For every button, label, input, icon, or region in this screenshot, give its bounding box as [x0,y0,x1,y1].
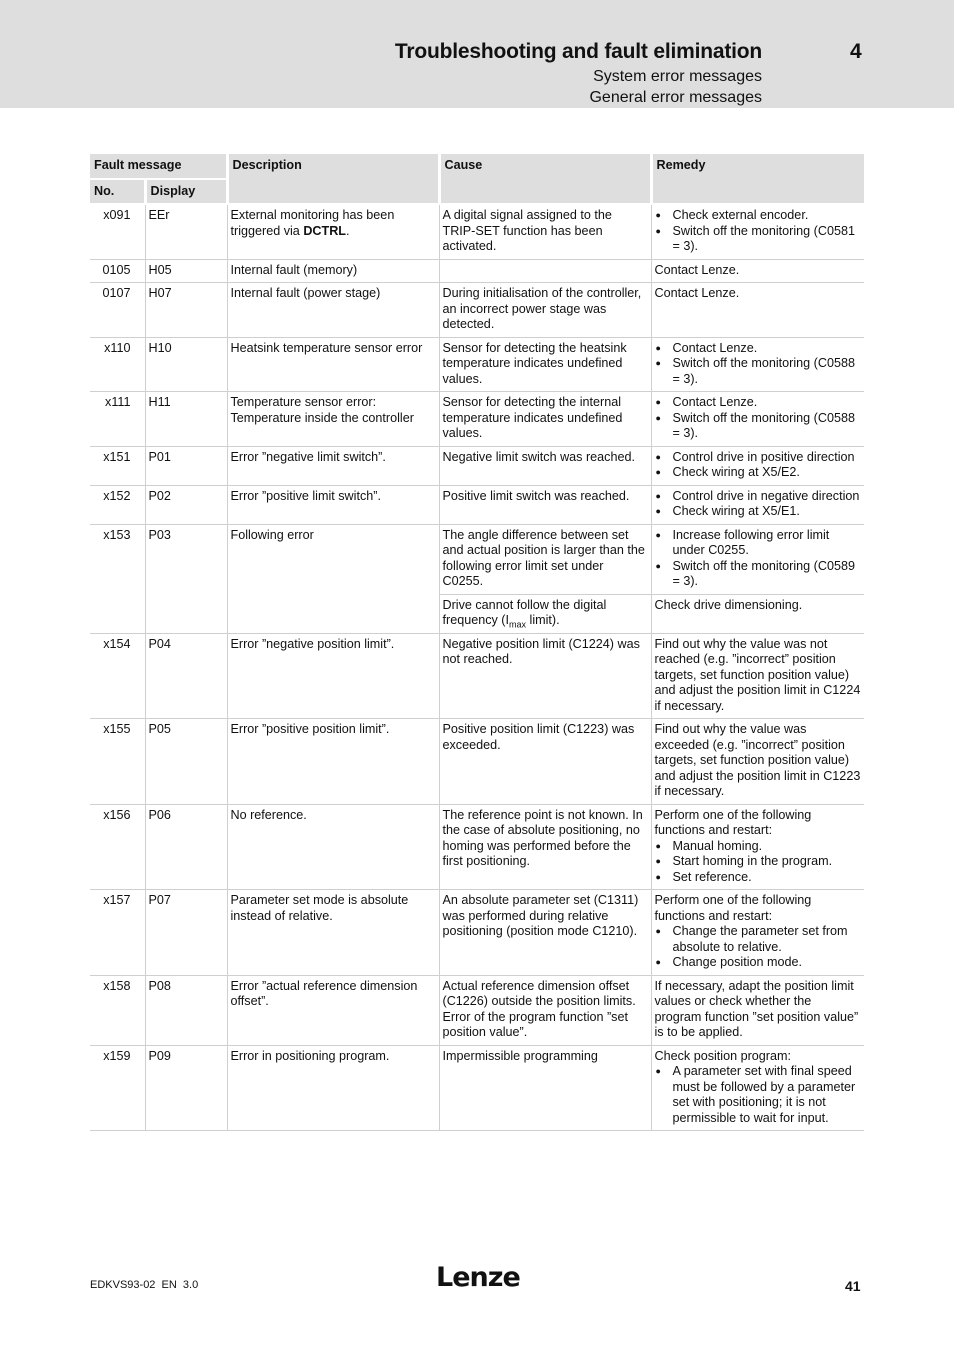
description-cell: Internal fault (memory) [227,259,439,283]
table-row [90,283,864,338]
description-cell: Parameter set mode is absolute instead of relative. [227,890,439,976]
section-subtitle: System error messages [593,68,762,85]
fault-display: H05 [145,259,227,283]
fault-display: P08 [145,975,227,1045]
document-id: EDKVS93-02 EN 3.0 [90,1279,199,1291]
fault-table [90,154,864,1131]
fault-display: P01 [145,446,227,485]
table-row [90,633,864,719]
table-row [90,1045,864,1131]
table-row [90,890,864,976]
cause-cell: Sensor for detecting the internal temperature indicates undefined values. [439,392,651,447]
cause-cell: An absolute parameter set (C1311) was performed during relative positioning (position mode C1210). [439,890,651,976]
fault-display: P04 [145,633,227,719]
remedy-cell: Check drive dimensioning. [651,594,864,633]
remedy-cell [651,283,864,338]
remedy-list-item: ● Control drive in positive direction [655,450,862,466]
description-cell: Error in positioning program. [227,1045,439,1131]
remedy-header: Remedy [651,154,864,204]
fault-display: P02 [145,485,227,524]
table-row [90,719,864,805]
remedy-cell [651,804,864,890]
remedy-list [655,839,862,886]
fault-number: x153 [90,524,145,633]
remedy-cell [651,446,864,485]
description-cell: Error ”positive limit switch”. [227,485,439,524]
page-number: 41 [845,1278,861,1294]
cause-cell: Negative limit switch was reached. [439,446,651,485]
remedy-cell [651,890,864,976]
description-cell: Temperature sensor error: Temperature inside the controller [227,392,439,447]
table-row [90,524,864,594]
cause-cell: Sensor for detecting the heatsink temperature indicates undefined values. [439,337,651,392]
fault-number: x110 [90,337,145,392]
lenze-logo: Lenze [436,1262,520,1293]
table-row [90,337,864,392]
fault-message-header: Fault message [90,154,227,179]
remedy-list [655,924,862,971]
cause-cell: Positive position limit (C1223) was exceeded. [439,719,651,805]
remedy-list [655,1064,862,1126]
description-cell [227,204,439,259]
remedy-list-item: ● Control drive in negative direction [655,489,862,505]
remedy-list-item: ● A parameter set with final speed must be followed by a parameter set with positioning; it is not permissible to wait for input. [655,1064,862,1126]
description-code: DCTRL [303,223,346,238]
remedy-cell [651,259,864,283]
remedy-text: Check position program: [654,1048,791,1063]
remedy-list [655,528,862,590]
remedy-cell [651,485,864,524]
remedy-cell [651,1045,864,1131]
subsection-subtitle: General error messages [589,89,762,106]
remedy-list-item: ● Increase following error limit under C0255. [655,528,862,559]
page-title: Troubleshooting and fault elimination [394,40,762,63]
cause-cell: The reference point is not known. In the case of absolute positioning, no homing was performed before the first positioning. [439,804,651,890]
cause-text-end: limit). [526,613,560,627]
remedy-list-item: ● Contact Lenze. [655,395,862,411]
remedy-list-item: ● Switch off the monitoring (C0588 = 3). [655,356,862,387]
fault-display: P06 [145,804,227,890]
table-row [90,259,864,283]
remedy-text: Find out why the value was not reached (e.g. ”incorrect” position targets, set function position value) and adjust the position limit in C1224 if necessary. [654,636,861,713]
description-cell: Following error [227,524,439,633]
description-text-end: . [345,223,350,238]
remedy-list-item: ● Set reference. [655,870,862,886]
remedy-list-item: ● Contact Lenze. [655,341,862,357]
remedy-list-item: ● Change position mode. [655,955,862,971]
remedy-list-item: ● Switch off the monitoring (C0588 = 3). [655,411,862,442]
fault-number: x157 [90,890,145,976]
fault-number: x111 [90,392,145,447]
remedy-list [655,489,862,520]
remedy-cell [651,392,864,447]
fault-display: H07 [145,283,227,338]
description-cell: Error ”actual reference dimension offset”. [227,975,439,1045]
fault-number: x155 [90,719,145,805]
fault-number: 0107 [90,283,145,338]
remedy-cell [651,975,864,1045]
fault-number: x156 [90,804,145,890]
description-cell: Error ”negative position limit”. [227,633,439,719]
remedy-cell [651,719,864,805]
cause-cell: A digital signal assigned to the TRIP-SET function has been activated. [439,204,651,259]
remedy-text: If necessary, adapt the position limit values or check whether the program function ”set position value” is to be applied. [654,978,859,1039]
remedy-cell [651,524,864,594]
fault-display: P09 [145,1045,227,1131]
remedy-text: Find out why the value was exceeded (e.g. ”incorrect” position targets, set function position value) and adjust the position limit in C1223 if necessary. [654,722,861,798]
fault-display: P03 [145,524,227,633]
fault-number: x091 [90,204,145,259]
remedy-list-item: ● Change the parameter set from absolute to relative. [655,924,862,955]
description-header: Description [227,154,439,204]
remedy-list [655,395,862,442]
cause-cell: Positive limit switch was reached. [439,485,651,524]
remedy-text: Contact Lenze. [654,286,740,300]
fault-display: EEr [145,204,227,259]
remedy-list-item: ● Switch off the monitoring (C0589 = 3). [655,559,862,590]
remedy-list-item: ● Check external encoder. [655,208,862,224]
fault-number: x154 [90,633,145,719]
chapter-number: 4 [850,40,862,63]
cause-cell: The angle difference between set and actual position is larger than the following error limit set under C0255. [439,524,651,594]
table-row [90,485,864,524]
cause-header: Cause [439,154,651,204]
description-cell: Internal fault (power stage) [227,283,439,338]
fault-display: P07 [145,890,227,976]
cause-cell: Negative position limit (C1224) was not reached. [439,633,651,719]
cause-text: Drive cannot follow the digital frequency (I [442,597,607,627]
remedy-text: Contact Lenze. [654,262,740,277]
description-cell: No reference. [227,804,439,890]
remedy-list-item: ● Switch off the monitoring (C0581 = 3). [655,224,862,255]
table-row [90,392,864,447]
cause-cell [439,594,651,633]
remedy-cell [651,337,864,392]
table-row [90,975,864,1045]
remedy-list [655,208,862,255]
cause-cell [439,259,651,283]
remedy-list [655,450,862,481]
fault-display: P05 [145,719,227,805]
display-header: Display [145,179,227,205]
cause-cell: Actual reference dimension offset (C1226) outside the position limits. Error of the program function ”set position value”. [439,975,651,1045]
cause-subscript: max [509,619,527,630]
table-row [90,446,864,485]
fault-number: x152 [90,485,145,524]
remedy-cell [651,204,864,259]
remedy-list-item: ● Check wiring at X5/E1. [655,504,862,520]
description-cell: Error ”negative limit switch”. [227,446,439,485]
table-row [90,204,864,259]
description-text: External monitoring has been triggered via [230,208,395,238]
remedy-list-item: ● Manual homing. [655,839,862,855]
remedy-list-item: ● Start homing in the program. [655,854,862,870]
table-row [90,804,864,890]
cause-cell: Impermissible programming [439,1045,651,1131]
fault-number: x158 [90,975,145,1045]
remedy-cell [651,633,864,719]
fault-number: x159 [90,1045,145,1131]
fault-number: 0105 [90,259,145,283]
fault-display: H10 [145,337,227,392]
fault-display: H11 [145,392,227,447]
cause-cell: During initialisation of the controller, an incorrect power stage was detected. [439,283,651,338]
fault-number: x151 [90,446,145,485]
no-header: No. [90,179,145,205]
description-cell: Error ”positive position limit”. [227,719,439,805]
remedy-list-item: ● Check wiring at X5/E2. [655,465,862,481]
description-cell: Heatsink temperature sensor error [227,337,439,392]
remedy-text: Perform one of the following functions and restart: [654,807,812,837]
remedy-text: Perform one of the following functions and restart: [654,893,812,923]
remedy-list [655,341,862,388]
fault-table-body [90,204,864,1131]
